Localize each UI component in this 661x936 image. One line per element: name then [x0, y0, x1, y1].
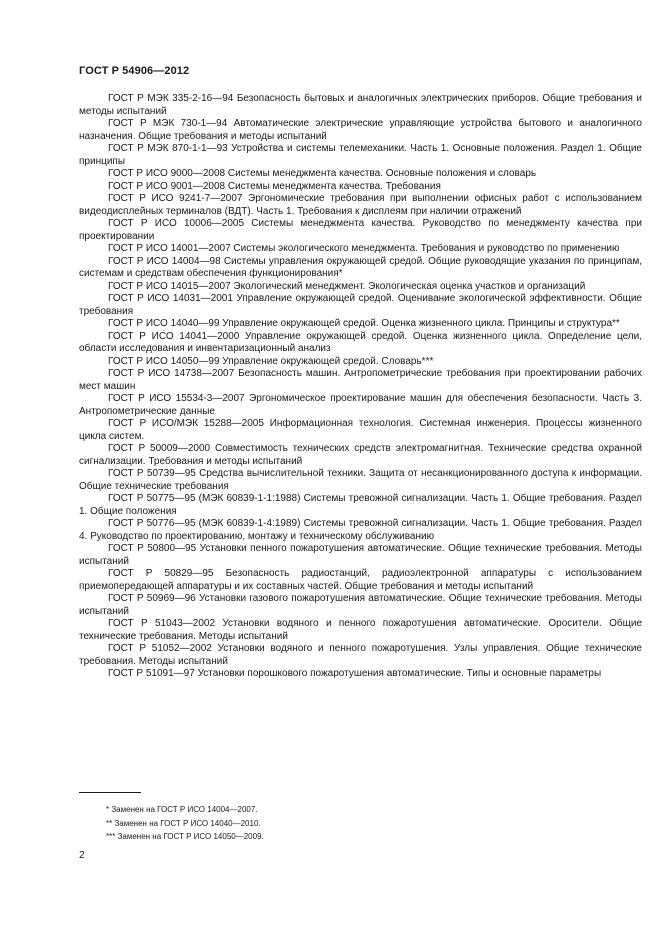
reference-item: ГОСТ Р ИСО 14004—98 Системы управления окружающей средой. Общие руководящие указания по принципам, системам и средствам обеспечения функционирования* — [79, 255, 642, 279]
normative-references-list — [79, 93, 642, 681]
reference-item: ГОСТ Р 50829—95 Безопасность радиостанций, радиоэлектронной аппаратуры с использованием приемопередающей аппаратуры и их составных частей. Общие требования и методы испытаний — [79, 568, 642, 592]
footnote: *** Заменен на ГОСТ Р ИСО 14050—2009. — [106, 832, 264, 841]
reference-item: ГОСТ Р ИСО 14041—2000 Управление окружающей средой. Оценка жизненного цикла. Определение цели, области исследования и инвентаризационный анализ — [79, 330, 642, 354]
footnote: ** Заменен на ГОСТ Р ИСО 14040—2010. — [106, 818, 261, 828]
reference-item: ГОСТ Р ИСО 14040—99 Управление окружающей средой. Оценка жизненного цикла. Принципы и структура** — [108, 318, 620, 329]
reference-item: ГОСТ Р 50800—95 Установки пенного пожаротушения автоматические. Общие технические требования. Методы испытаний — [79, 543, 642, 567]
reference-item: ГОСТ Р МЭК 730-1—94 Автоматические электрические управляющие устройства бытового и аналогичного назначения. Общие требования и методы испытаний — [79, 118, 642, 142]
footnotes — [106, 803, 606, 844]
reference-item: ГОСТ Р МЭК 870-1-1—93 Устройства и системы телемеханики. Часть 1. Основные положения. Раздел 1. Общие принципы — [79, 143, 642, 167]
reference-item: ГОСТ Р 50775—95 (МЭК 60839-1-1:1988) Системы тревожной сигнализации. Часть 1. Общие требования. Раздел 1. Общие положения — [79, 493, 642, 517]
reference-item: ГОСТ Р ИСО 14031—2001 Управление окружающей средой. Оценивание экологической эффективности. Общие требования — [79, 293, 642, 317]
reference-item: ГОСТ Р 50776—95 (МЭК 60839-1-4:1989) Системы тревожной сигнализации. Часть 1. Общие требования. Раздел 4. Руководство по проектированию, монтажу и техническому обслуживанию — [79, 518, 642, 542]
footnote: * Заменен на ГОСТ Р ИСО 14004—2007. — [106, 805, 258, 814]
reference-item: ГОСТ Р ИСО 14015—2007 Экологический менеджмент. Экологическая оценка участков и организаций — [108, 280, 586, 292]
reference-item: ГОСТ Р 50739—95 Средства вычислительной техники. Защита от несанкционированного доступа к информации. Общие технические требования — [79, 468, 642, 492]
reference-item: ГОСТ Р ИСО/МЭК 15288—2005 Информационная технология. Системная инженерия. Процессы жизненного цикла систем. — [79, 418, 642, 442]
reference-item: ГОСТ Р ИСО 14738—2007 Безопасность машин. Антропометрические требования при проектировании рабочих мест машин — [79, 368, 642, 392]
reference-item: ГОСТ Р 51091—97 Установки порошкового пожаротушения автоматические. Типы и основные параметры — [108, 668, 602, 679]
reference-item: ГОСТ Р ИСО 9241-7—2007 Эргономические требования при выполнении офисных работ с использованием видеодисплейных терминалов (ВДТ). Часть 1. Требования к дисплеям при наличии отражений — [79, 193, 642, 217]
reference-item: ГОСТ Р ИСО 14050—99 Управление окружающей средой. Словарь*** — [108, 355, 434, 367]
reference-item: ГОСТ Р ИСО 14001—2007 Системы экологического менеджмента. Требования и руководство по применению — [108, 243, 620, 254]
reference-item: ГОСТ Р ИСО 15534-3—2007 Эргономическое проектирование машин для обеспечения безопасности. Часть 3. Антропометрические данные — [79, 393, 642, 417]
reference-item: ГОСТ Р ИСО 9001—2008 Системы менеджмента качества. Требования — [108, 180, 441, 192]
footnote-separator — [79, 792, 141, 793]
reference-item: ГОСТ Р 51043—2002 Установки водяного и пенного пожаротушения автоматические. Оросители. Общие технические требования. Методы испытаний — [79, 618, 642, 642]
reference-item: ГОСТ Р ИСО 10006—2005 Системы менеджмента качества. Руководство по менеджменту качества при проектировании — [79, 218, 642, 242]
reference-item: ГОСТ Р 51052—2002 Установки водяного и пенного пожаротушения. Узлы управления. Общие технические требования. Методы испытаний — [79, 643, 642, 667]
reference-item: ГОСТ Р ИСО 9000—2008 Системы менеджмента качества. Основные положения и словарь — [108, 168, 537, 179]
document-code-header: ГОСТ Р 54906—2012 — [79, 65, 190, 77]
reference-item: ГОСТ Р МЭК 335-2-16—94 Безопасность бытовых и аналогичных электрических приборов. Общие требования и методы испытаний — [79, 93, 642, 117]
page-number: 2 — [79, 850, 85, 861]
reference-item: ГОСТ Р 50009—2000 Совместимость технических средств электромагнитная. Технические средства охранной сигнализации. Требования и методы испытаний — [79, 443, 642, 467]
reference-item: ГОСТ Р 50969—96 Установки газового пожаротушения автоматические. Общие технические требования. Методы испытаний — [79, 593, 642, 617]
